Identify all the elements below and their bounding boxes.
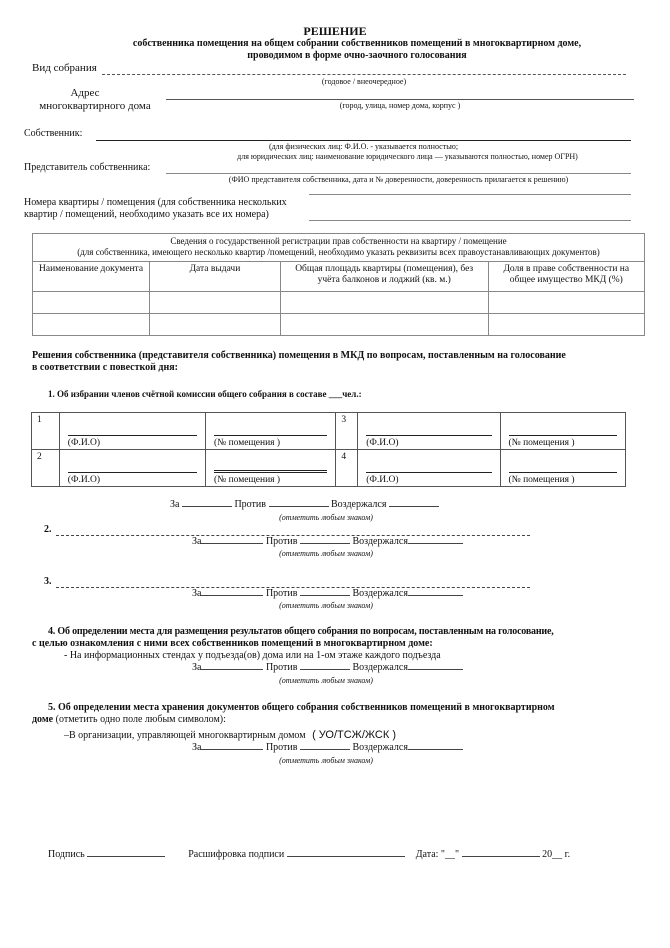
- member-number: 2: [32, 450, 60, 487]
- member-room-hint: (№ помещения ): [214, 435, 327, 448]
- representative-field[interactable]: [166, 173, 631, 174]
- vote-against-field[interactable]: [269, 506, 329, 507]
- member-fio-hint: (Ф.И.О): [366, 435, 491, 448]
- member-room-cell[interactable]: [500, 413, 626, 450]
- registration-table-title-line2: (для собственника, имеющего несколько квартир /помещений, необходимо указать реквизиты всех правоустанавливающих документов): [77, 247, 600, 257]
- apartments-label-line2: квартир / помещений, необходимо указать все их номера): [24, 209, 269, 220]
- vote-abstain-field[interactable]: [408, 669, 463, 670]
- member-fio-hint: (Ф.И.О): [68, 472, 197, 485]
- decisions-heading-line2: в соответствии с повесткой дня:: [32, 362, 178, 373]
- member-room-cell[interactable]: [500, 450, 626, 487]
- document-title: РЕШЕНИЕ: [303, 24, 367, 38]
- question5-vote: [192, 742, 463, 753]
- question4-option[interactable]: - На информационных стендах у подъезда(ов) дома или на 1-ом этаже каждого подъезда: [64, 650, 441, 661]
- address-field[interactable]: [166, 99, 634, 100]
- owner-field[interactable]: [96, 140, 631, 141]
- document-subtitle-line2: проводимом в форме очно-заочного голосования: [247, 50, 467, 61]
- cell-area[interactable]: [280, 314, 488, 336]
- vote-for-field[interactable]: [201, 669, 263, 670]
- signature-block: [48, 849, 570, 860]
- cell-document-name[interactable]: [33, 292, 150, 314]
- address-hint: (город, улица, номер дома, корпус ): [339, 101, 461, 110]
- vote-against-field[interactable]: [300, 749, 350, 750]
- vote-hint: (отметить любым знаком): [279, 549, 373, 558]
- vote-for-field[interactable]: [201, 749, 263, 750]
- meeting-type-field[interactable]: [102, 74, 626, 75]
- question4-line2: с целью ознакомления с ними всех собственников помещений в многоквартирном доме:: [32, 638, 433, 649]
- vote-abstain-field[interactable]: [408, 595, 463, 596]
- member-room-hint: (№ помещения ): [214, 472, 327, 485]
- member-room-extra-line: [214, 470, 327, 471]
- question5-option-suffix: ( УО/ТСЖ/ЖСК ): [312, 729, 396, 741]
- address-label-line2: многоквартирного дома: [39, 100, 151, 112]
- vote-abstain-label: Воздержался: [352, 536, 408, 547]
- meeting-type-label: Вид собрания: [32, 62, 97, 74]
- member-room-cell[interactable]: [205, 413, 335, 450]
- member-room-hint: (№ помещения ): [509, 472, 618, 485]
- vote-against-label: Против: [265, 742, 298, 753]
- owner-label: Собственник:: [24, 128, 83, 139]
- table-row: [33, 292, 645, 314]
- vote-hint: (отметить любым знаком): [279, 513, 373, 522]
- member-fio-hint: (Ф.И.О): [68, 435, 197, 448]
- decisions-heading-line1: Решения собственника (представителя собственника) помещения в МКД по вопросам, поставленным на голосование: [32, 350, 566, 361]
- vote-for-label: За: [192, 588, 202, 599]
- question5-line2: [32, 714, 226, 725]
- representative-label: Представитель собственника:: [24, 162, 151, 173]
- vote-for-field[interactable]: [201, 543, 263, 544]
- member-room-hint: (№ помещения ): [509, 435, 618, 448]
- column-header-document-name: Наименование документа: [33, 262, 150, 292]
- cell-issue-date[interactable]: [150, 292, 281, 314]
- question5-line2-normal: (отметить одно поле любым символом):: [53, 714, 226, 725]
- member-number: 4: [336, 450, 358, 487]
- vote-abstain-field[interactable]: [408, 749, 463, 750]
- vote-against-label: Против: [265, 662, 298, 673]
- question3-number: 3.: [44, 576, 52, 587]
- question3-vote: [192, 588, 463, 599]
- question2-vote: [192, 536, 463, 547]
- registration-table-title-line1: Сведения о государственной регистрации прав собственности на квартиру / помещение: [170, 236, 507, 246]
- signature-label: Подпись: [48, 849, 85, 860]
- member-fio-cell[interactable]: [59, 413, 205, 450]
- question1-vote: [170, 499, 439, 510]
- signature-field[interactable]: [87, 856, 165, 857]
- vote-for-field[interactable]: [201, 595, 263, 596]
- representative-hint: (ФИО представителя собственника, дата и № доверенности, доверенность прилагается к решению): [228, 175, 569, 184]
- vote-hint: (отметить любым знаком): [279, 756, 373, 765]
- vote-abstain-label: Воздержался: [352, 742, 408, 753]
- vote-abstain-field[interactable]: [389, 506, 439, 507]
- vote-hint: (отметить любым знаком): [279, 676, 373, 685]
- date-label: Дата: "__": [415, 849, 460, 860]
- date-month-field[interactable]: [462, 856, 540, 857]
- member-room-cell[interactable]: [205, 450, 335, 487]
- apartments-label-line1: Номера квартиры / помещения (для собственника нескольких: [24, 197, 287, 208]
- question5-option[interactable]: [64, 729, 396, 741]
- cell-area[interactable]: [280, 292, 488, 314]
- signature-decode-field[interactable]: [287, 856, 405, 857]
- apartments-field-1[interactable]: [309, 194, 631, 195]
- vote-for-label: За: [192, 662, 202, 673]
- registration-table-title: [33, 234, 645, 262]
- counting-commission-table: [31, 412, 626, 487]
- date-year-label: 20__ г.: [542, 849, 571, 860]
- table-row: [33, 314, 645, 336]
- vote-against-field[interactable]: [300, 543, 350, 544]
- question5-line2-bold: доме: [32, 714, 54, 725]
- question2-number: 2.: [44, 524, 52, 535]
- vote-abstain-label: Воздержался: [331, 499, 387, 510]
- apartments-field-2[interactable]: [309, 220, 631, 221]
- vote-for-label: За: [192, 536, 202, 547]
- owner-hint-line1: (для физических лиц: Ф.И.О. - указывается полностью;: [268, 142, 459, 151]
- registration-table: [32, 233, 645, 336]
- vote-abstain-label: Воздержался: [352, 662, 408, 673]
- vote-for-field[interactable]: [182, 506, 232, 507]
- cell-share[interactable]: [488, 292, 644, 314]
- question1-text: 1. Об избрании членов счётной комиссии общего собрания в составе ___чел.:: [48, 389, 362, 399]
- member-fio-hint: (Ф.И.О): [366, 472, 491, 485]
- meeting-type-hint: (годовое / внеочередное): [321, 77, 407, 86]
- column-header-share: Доля в праве собственности на общее имущество МКД (%): [488, 262, 644, 292]
- question4-line1: 4. Об определении места для размещения результатов общего собрания по вопросам, поставленным на голосование,: [48, 626, 554, 637]
- vote-against-label: Против: [234, 499, 266, 510]
- document-subtitle-line1: собственника помещения на общем собрании собственников помещений в многоквартирном доме,: [132, 38, 582, 49]
- vote-against-label: Против: [265, 588, 298, 599]
- column-header-area: Общая площадь квартиры (помещения), без учёта балконов и лоджий (кв. м.): [280, 262, 488, 292]
- cell-issue-date[interactable]: [150, 314, 281, 336]
- cell-document-name[interactable]: [33, 314, 150, 336]
- question4-vote: [192, 662, 463, 673]
- owner-hint-line2: для юридических лиц: наименование юридического лица — указываются полностью, номер ОГРН): [237, 152, 578, 161]
- member-number: 3: [336, 413, 358, 450]
- cell-share[interactable]: [488, 314, 644, 336]
- question5-option-text: –В организации, управляющей многоквартирным домом: [64, 730, 306, 741]
- address-label-line1: Адрес: [70, 87, 100, 99]
- column-header-issue-date: Дата выдачи: [150, 262, 281, 292]
- vote-against-label: Против: [265, 536, 298, 547]
- vote-against-field[interactable]: [300, 595, 350, 596]
- vote-for-label: За: [192, 742, 202, 753]
- member-fio-cell[interactable]: [358, 413, 500, 450]
- vote-abstain-field[interactable]: [408, 543, 463, 544]
- signature-decode-label: Расшифровка подписи: [188, 849, 285, 860]
- vote-hint: (отметить любым знаком): [279, 601, 373, 610]
- vote-for-label: За: [170, 499, 180, 510]
- member-number: 1: [32, 413, 60, 450]
- vote-abstain-label: Воздержался: [352, 588, 408, 599]
- question5-line1: 5. Об определении места хранения документов общего собрания собственников помещений в многоквартирном: [48, 702, 555, 713]
- vote-against-field[interactable]: [300, 669, 350, 670]
- member-fio-cell[interactable]: [358, 450, 500, 487]
- member-fio-cell[interactable]: [59, 450, 205, 487]
